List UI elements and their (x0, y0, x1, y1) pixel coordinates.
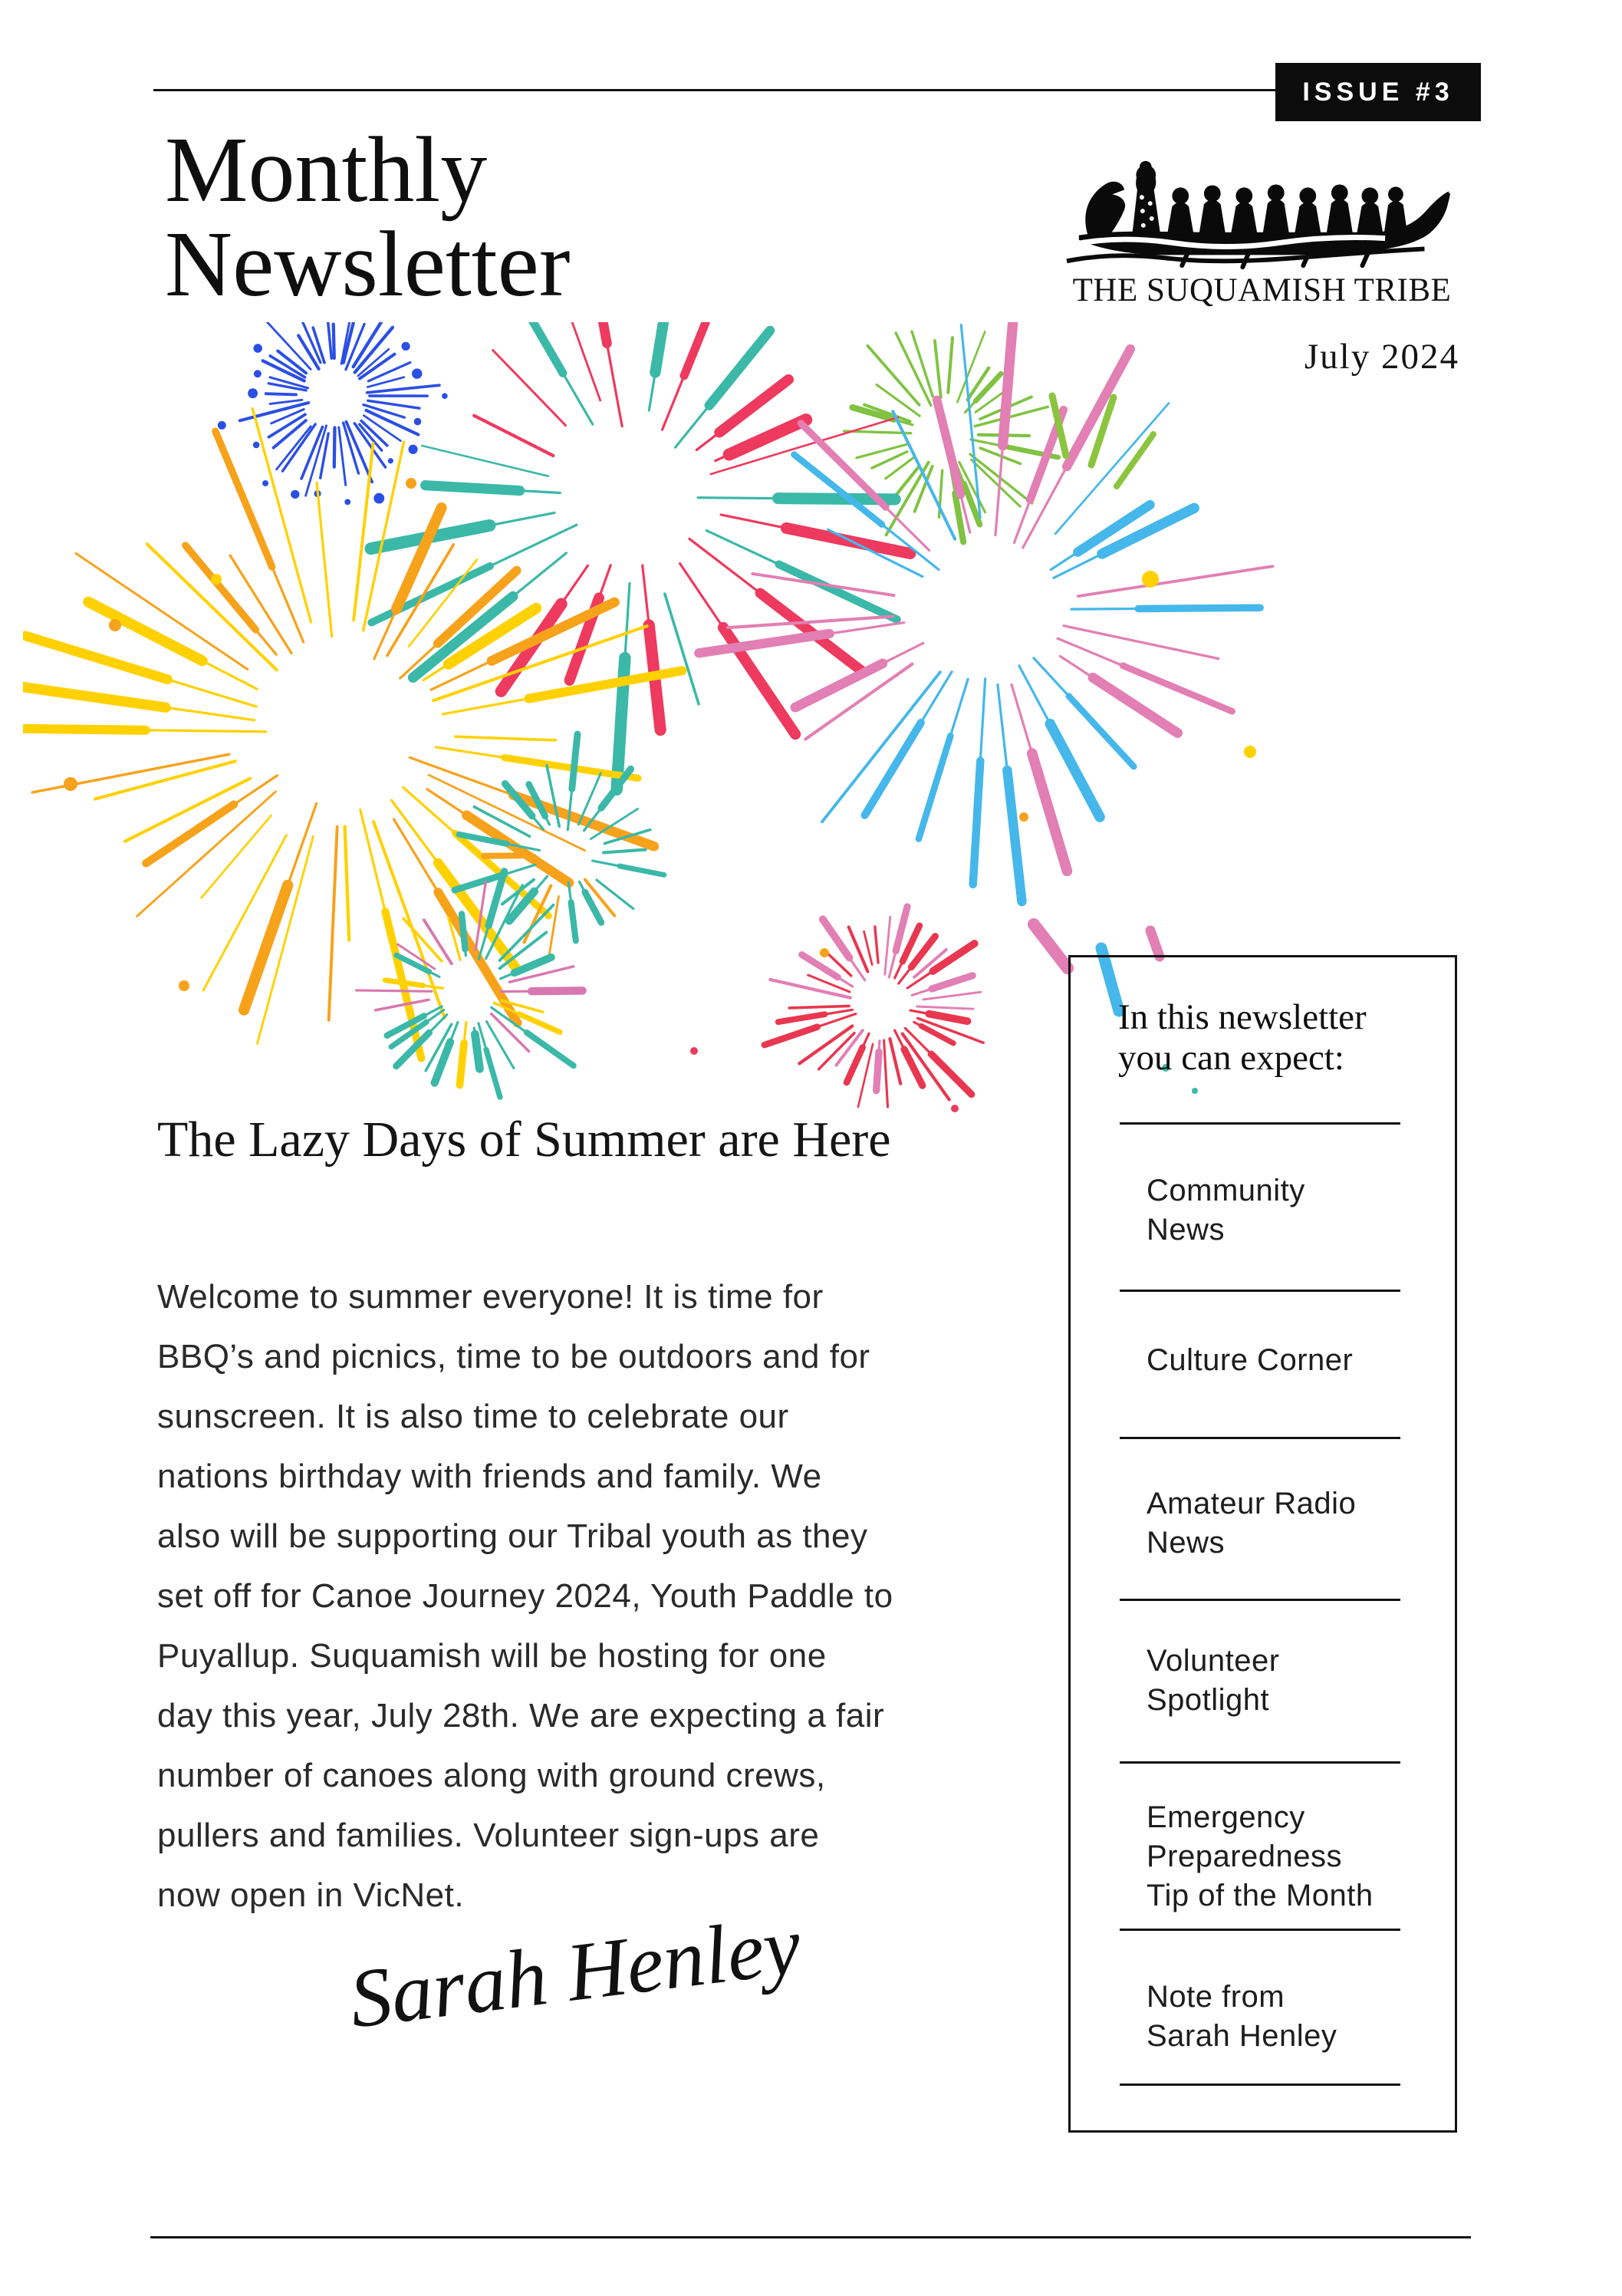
issue-date: July 2024 (1304, 337, 1459, 377)
body-line: set off for Canoe Journey 2024, Youth Paddle to (157, 1577, 893, 1615)
sidebar-divider (1120, 1761, 1400, 1764)
bottom-rule (150, 2236, 1471, 2238)
sidebar-divider (1120, 1122, 1400, 1125)
sidebar-divider (1120, 1290, 1400, 1292)
body-line: BBQ’s and picnics, time to be outdoors and for (157, 1338, 870, 1375)
body-line: pullers and families. Volunteer sign-ups are (157, 1817, 820, 1854)
body-line: nations birthday with friends and family. We (157, 1458, 822, 1495)
page-title-line2: Newsletter (165, 212, 571, 316)
sidebar-contents-box (1068, 955, 1457, 2133)
sidebar-item-note-from-sarah-henley: Note from Sarah Henley (1147, 1980, 1337, 2053)
sidebar-title-line1: In this newsletter (1118, 997, 1367, 1037)
tribe-logo (1064, 150, 1459, 309)
sidebar-item-community-news: Community News (1147, 1174, 1305, 1247)
signature-text: Sarah Henley (344, 1899, 806, 2046)
sidebar-item-amateur-radio-news: Amateur Radio News (1147, 1487, 1357, 1560)
canoe-logo-icon (1064, 150, 1459, 279)
sidebar-divider (1120, 1929, 1400, 1931)
logo-caption: THE SUQUAMISH TRIBE (1072, 272, 1452, 308)
top-rule (153, 89, 1276, 91)
body-line: sunscreen. It is also time to celebrate our (157, 1398, 789, 1435)
sidebar-divider (1120, 2084, 1400, 2086)
page-title-line1: Monthly (165, 118, 488, 222)
sidebar-item-emergency-preparedness: Emergency Preparedness Tip of the Month (1147, 1800, 1374, 1912)
body-line: Puyallup. Suquamish will be hosting for one (157, 1637, 827, 1675)
body-line: also will be supporting our Tribal youth as they (157, 1517, 868, 1555)
page-title (165, 118, 571, 316)
body-line: Welcome to summer everyone! It is time for (157, 1278, 824, 1316)
body-line: now open in VicNet. (157, 1876, 465, 1914)
sidebar-title-line2: you can expect: (1118, 1038, 1344, 1078)
issue-badge: ISSUE #3 (1275, 63, 1481, 121)
article-body (157, 1267, 1101, 1925)
body-line: number of canoes along with ground crews, (157, 1757, 826, 1794)
sidebar-title (1118, 997, 1367, 1079)
sidebar-divider (1120, 1599, 1400, 1601)
sidebar-item-culture-corner: Culture Corner (1147, 1343, 1354, 1377)
article-heading: The Lazy Days of Summer are Here (157, 1112, 891, 1168)
sidebar-item-volunteer-spotlight: Volunteer Spotlight (1147, 1644, 1280, 1717)
body-line: day this year, July 28th. We are expecting a fair (157, 1697, 885, 1734)
sidebar-divider (1120, 1437, 1400, 1439)
